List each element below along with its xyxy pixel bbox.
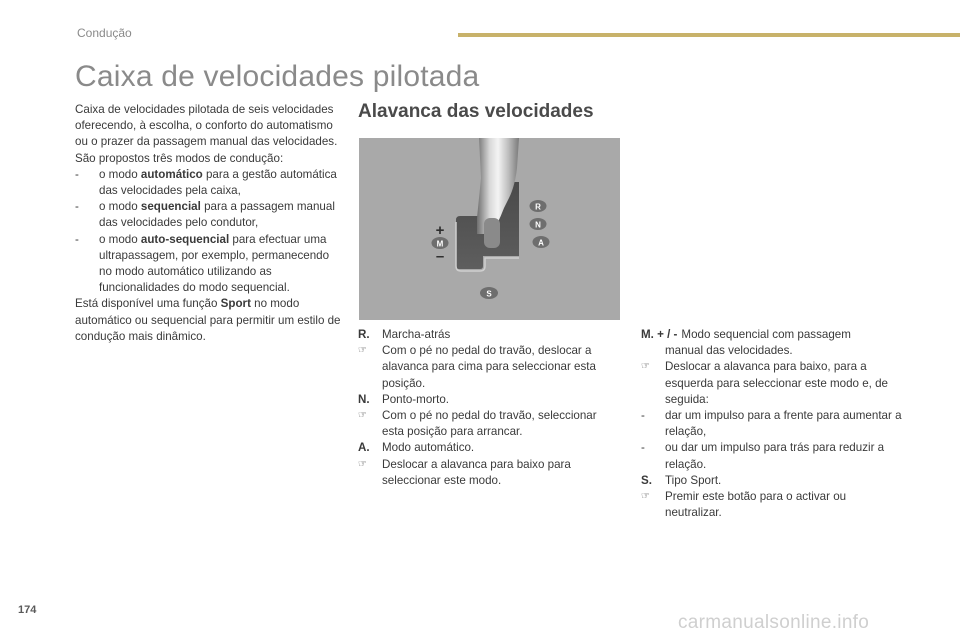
positions-column [358, 327, 616, 489]
mode-text: para a passagem manual das velocidades pelo condutor, [99, 200, 335, 230]
position-mark: M. + / - [641, 328, 678, 341]
list-item [641, 440, 906, 472]
dash: - [75, 167, 79, 181]
header-bar [458, 33, 960, 37]
a-label: A [538, 238, 544, 248]
sport-text: Está disponível uma função [75, 297, 221, 311]
r-badge [530, 200, 547, 212]
page-number: 174 [18, 604, 37, 616]
pointing-hand-icon: ☞ [641, 491, 650, 503]
position-text: Ponto-morto. [382, 392, 450, 406]
dash: - [75, 232, 79, 246]
watermark: carmanualsonline.info [678, 612, 870, 633]
gear-lever-illustration [359, 138, 620, 320]
intro-paragraph: Caixa de velocidades pilotada de seis velocidades oferecendo, à escolha, o conforto do automatismo ou o prazer da passagem manual das velocidades. [75, 103, 338, 149]
dash: - [641, 409, 645, 423]
s-label: S [486, 289, 492, 299]
dash: - [641, 441, 645, 455]
mode-name: automático [140, 167, 203, 181]
modes-column [641, 327, 906, 521]
position-mark: N. [358, 392, 370, 406]
instruction [641, 489, 906, 521]
mode-text: o modo [99, 167, 141, 181]
list-text: dar um impulso para a frente para aumentar a relação, [665, 409, 902, 439]
pointing-hand-icon: ☞ [358, 458, 367, 470]
n-label: N [535, 220, 541, 230]
dash: - [75, 200, 79, 214]
position-mark: A. [358, 441, 370, 455]
minus-sign: – [435, 248, 445, 265]
position-text: Modo sequencial com passagem [681, 328, 851, 341]
list-item [641, 408, 906, 440]
position-s [641, 473, 906, 489]
mode-text: para a gestão automática das velocidades pela caixa, [99, 167, 337, 198]
mode-text: o modo [99, 232, 141, 246]
pointing-hand-icon: ☞ [641, 361, 650, 373]
n-badge [530, 218, 547, 230]
mode-item-auto-sequential [75, 232, 343, 297]
section-title: Alavanca das velocidades [358, 101, 594, 122]
a-badge [533, 236, 550, 248]
gear-lever-drawing [359, 138, 620, 320]
sport-name: Sport [220, 297, 251, 311]
position-r [358, 327, 616, 343]
instruction [358, 457, 616, 489]
intro-text [75, 102, 343, 345]
r-label: R [535, 202, 541, 212]
s-badge [480, 287, 498, 299]
plus-sign: + [435, 222, 445, 239]
section-label: Condução [77, 26, 132, 40]
position-mark: R. [358, 328, 370, 341]
mode-item-automatic [75, 167, 343, 199]
sport-paragraph [75, 296, 343, 345]
modes-intro: São propostos três modos de condução: [75, 151, 284, 165]
instruction [358, 408, 616, 440]
mode-name: auto-sequencial [140, 232, 230, 246]
instruction-text: Com o pé no pedal do travão, seleccionar esta posição para arrancar. [382, 409, 597, 439]
pointing-hand-icon: ☞ [358, 410, 367, 422]
mode-item-sequential [75, 199, 343, 231]
instruction [358, 343, 616, 392]
pointing-hand-icon: ☞ [358, 345, 367, 357]
m-label: M [436, 239, 444, 249]
mode-text: o modo [99, 200, 141, 214]
instruction-text: Deslocar a alavanca para baixo para seleccionar este modo. [382, 457, 571, 487]
position-text: Tipo Sport. [665, 473, 722, 487]
position-text: Marcha-atrás [382, 328, 451, 341]
position-text: Modo automático. [382, 441, 475, 455]
instruction-text: Premir este botão para o activar ou neutralizar. [665, 490, 847, 520]
position-a [358, 440, 616, 456]
instruction-text: Deslocar a alavanca para baixo, para a esquerda para seleccionar este modo e, de seguida: [665, 360, 888, 406]
position-text-continued: manual das velocidades. [665, 344, 793, 358]
list-text: ou dar um impulso para trás para reduzir a relação. [665, 441, 885, 471]
position-m [641, 327, 906, 343]
sport-text: no modo automático ou sequencial para permitir um estilo de condução mais dinâmico. [75, 297, 341, 343]
position-n [358, 392, 616, 408]
mode-text: para efectuar uma ultrapassagem, por exemplo, permanecendo no modo automático utilizando as funcionalidades do modo sequencial. [99, 232, 330, 295]
page-title: Caixa de velocidades pilotada [75, 60, 480, 93]
position-mark: S. [641, 473, 652, 487]
lever-stem [484, 218, 500, 248]
instruction [641, 359, 906, 408]
mode-name: sequencial [140, 200, 201, 214]
instruction-text: Com o pé no pedal do travão, deslocar a alavanca para cima para seleccionar esta posição. [382, 344, 596, 390]
